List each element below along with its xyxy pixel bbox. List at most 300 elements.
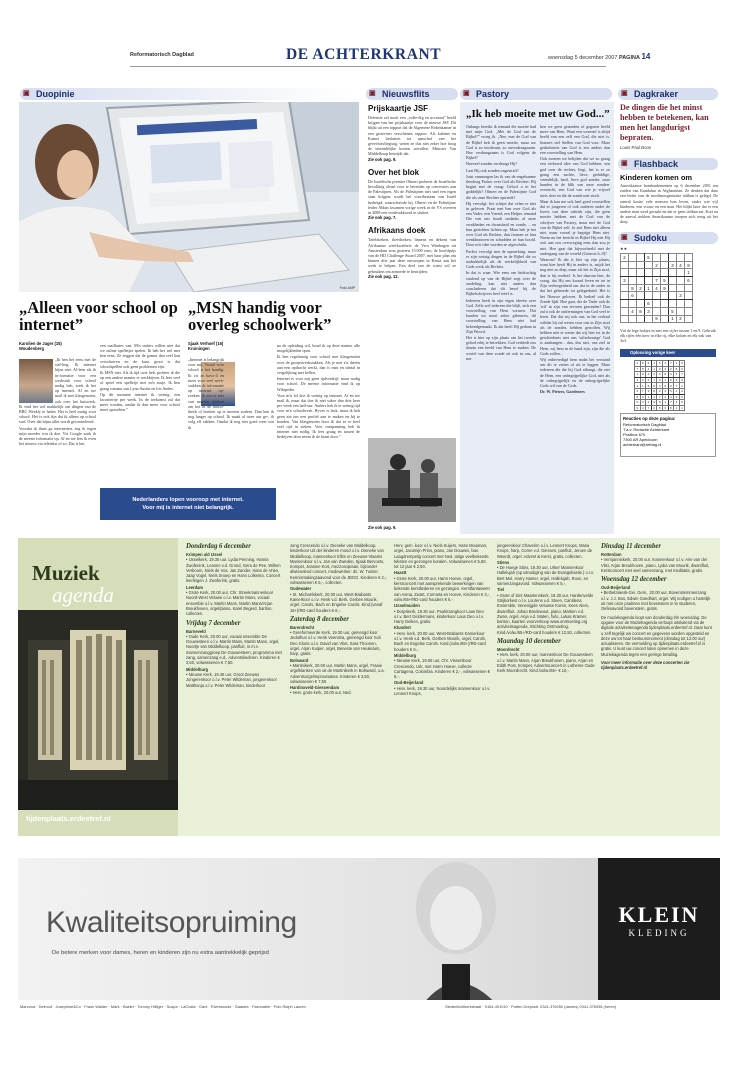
sudoku-cell[interactable]: [645, 277, 653, 285]
sudoku-cell[interactable]: [645, 261, 653, 269]
sudoku-cell[interactable]: [637, 261, 645, 269]
opinion-right-body2: [277, 343, 360, 549]
agenda-place: Oud-Beijerland: [601, 585, 631, 591]
page-label: PAGINA: [618, 55, 640, 61]
agenda-entry: • Gereformeerde Kerk, 19.30 uur, gemengd koor Jeduthun o.l.v. Henk Veenstra, gemengd koor Soli Deo Gloria o.l.v. David van Vliet, Sara Thoonen, orgel, Arjan Kuiper, orgel, Beneste van Heukelum, harp, gratis.: [290, 630, 381, 657]
sudoku-cell[interactable]: 2: [653, 261, 661, 269]
date-text: woensdag 5 december 2007: [548, 55, 618, 61]
agenda-place: Moordrecht: [497, 647, 520, 653]
muziek-title-line2: agenda: [52, 583, 114, 607]
sudoku-cell[interactable]: [645, 292, 653, 300]
sudoku-cell[interactable]: 3: [669, 261, 677, 269]
grid-row: [621, 269, 693, 277]
section-label-pastory: [460, 88, 612, 100]
solution-cell: 5: [647, 378, 650, 383]
sudoku-solution-grid: [634, 360, 685, 411]
sudoku-cell[interactable]: [661, 261, 669, 269]
sudoku-cell[interactable]: 4: [653, 284, 661, 292]
sudoku-cell[interactable]: [621, 269, 629, 277]
sudoku-cell[interactable]: 8: [637, 307, 645, 315]
pastory-headline: „Ik heb moeite met uw God...”: [466, 108, 610, 120]
sudoku-cell[interactable]: [637, 254, 645, 262]
solution-cell: 7: [681, 372, 683, 377]
paragraph: Internet is voor mij geen tijdverdrijf, maar nodig voor school. De meeste informatie vind ik op Wikipedia.: [277, 376, 360, 392]
solution-cell: 8: [658, 400, 661, 405]
agenda-more-info[interactable]: Voor meer informatie over deze concerten zie tijdenplaats.erdeetref.nl: [601, 660, 690, 671]
paragraph: In dat is waar. Wie eens om luidruchtig stralend op van de Bijbel zegt over de aardeling, kan niet anders dan concluderen dat dit besef bij de Bijbelschrijvers heel reëel is.: [466, 270, 536, 297]
ad-address-line: Stedenlichtkerkstraat · 0184-491010 · Putten Dorpsstr. 0341-376050 (dames) 0341-376056 (heren): [445, 1004, 617, 1009]
muziek-site-link[interactable]: tijdenplaats.erdeetref.nl: [26, 814, 111, 823]
paragraph: Maar ik kan me ook heel goed voorstellen dat er jongeren of ook ouderen onder de lezers van deze rubriek zijn, die geen moeite hebben met de God van de schrijver van Pastory, maar met de God van de Bijbel zelf. Je ziet Hem niet alleen niet, maar vooral je begrijpt Hem niet. Noem nu het bericht in Bijbel Hij niet Hij ooit aan zou overweging eens dan zou je niet. Hoe gaat dat bijvoorbeeld met de ondergang van de wereld (Genesis 6–9)?: [540, 198, 610, 256]
agenda-entry: • Herv. grote kerk, 20.00 uur, Ned.: [290, 690, 352, 696]
solution-cell: 4: [675, 400, 678, 405]
agenda-entry: • Martinikerk, 20.00 uur, Martin Mans, orgel, Fraaie orgelklanken van uit de Martinikerk in Bolsward, o.a. Adventsorgelimprovisaties. Kinderen € 3,50, volwassenen € 7,50.: [290, 662, 385, 684]
solution-cell: 3: [647, 372, 650, 377]
sudoku-cell[interactable]: 7: [653, 277, 661, 285]
solution-cell: 2: [653, 372, 655, 377]
solution-cell: 9: [675, 378, 678, 383]
solution-cell: 5: [642, 366, 644, 371]
sudoku-cell[interactable]: [661, 254, 669, 262]
sudoku-cell[interactable]: [629, 254, 637, 262]
sudoku-icon: ▣: [621, 234, 628, 241]
solution-cell: 1: [653, 361, 655, 366]
solution-cell: 5: [675, 394, 678, 399]
page-title: DE ACHTERKRANT: [286, 46, 442, 63]
sudoku-cell[interactable]: [677, 300, 685, 308]
sudoku-cell[interactable]: [661, 307, 669, 315]
sudoku-cell[interactable]: [621, 261, 629, 269]
grid-row: [621, 292, 693, 300]
sudoku-cell[interactable]: [629, 269, 637, 277]
sudoku-cell[interactable]: 1: [645, 284, 653, 292]
sudoku-label: Sudoku: [634, 233, 667, 243]
ad-brand: KLEIN: [618, 902, 700, 927]
solution-cell: 1: [642, 383, 644, 388]
solution-cell: 5: [636, 400, 639, 405]
solution-cell: 1: [675, 389, 678, 394]
sudoku-cell[interactable]: [685, 315, 693, 323]
ad-model-illustration: [390, 858, 520, 1000]
sudoku-cell[interactable]: [661, 315, 669, 323]
page-number: 14: [641, 52, 651, 61]
opinion-left-headline: „Alleen voor school op internet”: [19, 298, 178, 334]
solution-cell: 2: [642, 378, 644, 383]
solution-cell: 6: [647, 361, 650, 366]
sudoku-cell[interactable]: 6: [629, 292, 637, 300]
solution-cell: 1: [681, 406, 683, 411]
ad-subtitle: De betere merken voor dames, heren en kinderen zijn nu extra aantrekkelijk geprijsd: [52, 950, 269, 956]
sudoku-instructions: Vul de lege hokjes in met een cijfer tussen 1 en 9. Gebruik elk cijfer één keer in elke rij, elke kolom en elk vak van 3x3.: [620, 328, 716, 344]
solution-cell: 4: [664, 389, 667, 394]
dagkraker-icon: ▣: [621, 90, 628, 97]
paragraph: Het is hier op zijn plaats om het tweede gebod erbij te betrekken. God verbiedt ons daarin een beeld van Hem te maken. De wortel van deze zonde zit ook in ons, al ma-: [466, 334, 536, 361]
solution-cell: 7: [653, 378, 655, 383]
solution-cell: 1: [636, 372, 639, 377]
solution-cell: 2: [664, 394, 667, 399]
sudoku-cell[interactable]: 5: [645, 254, 653, 262]
agenda-place: Middelburg: [394, 652, 417, 658]
solution-cell: 5: [670, 389, 672, 394]
agenda-col4: [497, 543, 595, 833]
reactions-line: 7300 AR Apeldoorn: [623, 437, 658, 442]
solution-cell: 7: [658, 394, 661, 399]
muziek-agenda-title-block: [18, 538, 178, 836]
opinion-right-body: [188, 357, 274, 497]
sudoku-cell[interactable]: [685, 292, 693, 300]
sudoku-cell[interactable]: [669, 277, 677, 285]
pastory-col1: [466, 124, 536, 532]
opinion-banner: [100, 488, 276, 520]
agenda-entry: • Herv. kerk, 19.30 uur, Noordelijks mannenkoor o.l.v. Lennert Knops,: [394, 685, 491, 697]
dagkraker-author: Louis Paul Boon: [620, 145, 652, 150]
agenda-day: Woensdag 12 december: [601, 576, 667, 584]
reactions-line: T.a.v. Redactie Achterkant: [623, 427, 670, 432]
solution-cell: 6: [664, 383, 667, 388]
flashback-body: Amerikaanse bombardementen op 6 december 2001 ten zuiden van Kandahar in Afghanistan. Ze denken dat daar een leider van de moslimorganisatie taliban is gelegd. De aanval kostte vele mensen hun leven, onder wie vijf kinderen, een vrouw en een man. Het blijkt later dat er een andere man werd geraakt en dat er geen taliban zat. Kort na de aanval trekken Amerikaanse troepen zich terug uit het dorp.: [620, 183, 718, 225]
agenda-entry: • Grote Kerk, 20.00 uur, Harm Hoeve, orgel, kerstconcert met aansprekende bewerkingen van bekende kerstliederen en gezangen. Kerstfantasieën van Asma, Zwart, Cormeta en Hoeve, Kinderen € 3,-, volw./65+/RD-card houders € 6,-.: [394, 575, 491, 602]
paragraph: na de opleiding wil, houd ik op deze manier alle mogelijkheden open.: [277, 343, 360, 354]
agenda-place: Hardinxveld-Giessendam: [290, 685, 340, 691]
sudoku-cell[interactable]: [637, 292, 645, 300]
paragraph: een maillartes van. M'n ouders willen niet dat we online spelletjes spelen. Ik heb het wel met hen eens. Ze zeggen dat de games dan veel kan verschuiven en de kans groot is dat schoolspellen ook geen problemen zijn.: [100, 343, 180, 369]
sudoku-grid[interactable]: [620, 253, 693, 323]
solution-cell: 4: [642, 406, 644, 411]
paragraph: ken we geen gesneden of gegoten beeld meer van Hem. Want een wezenel is altijd beeld van een zelf een God, die niet is. Immers stel Stellen van God voor. Maar gedachtenis van God is iets anders dan een voorstelling van Hem.: [540, 124, 610, 156]
solution-cell: 2: [681, 383, 683, 388]
paper-name: Reformatorisch Dagblad: [130, 52, 194, 58]
news-body: Tafeldoeken, theedoeken, linnens en dekens van Afrikaanse weefkwaliteit: de Vera Winthagen uit Amsterdam won gisteren 15.000 euro, de hoofdprijs van de HD Challenge Award 2007, met haar plan om binnen drie jaar deze ontwerpen in Kenia aan het werk te helpen. Een deel van de winst wil ze gebruiken om armoede te bestrijden.: [368, 237, 456, 274]
sudoku-cell[interactable]: [621, 292, 629, 300]
ad-logo-box[interactable]: [598, 858, 720, 1000]
sudoku-cell[interactable]: [669, 300, 677, 308]
photo-credit: Foto ANP: [339, 286, 355, 290]
sudoku-cell[interactable]: [629, 261, 637, 269]
solution-cell: 1: [647, 394, 650, 399]
solution-cell: 3: [664, 366, 667, 371]
sudoku-cell[interactable]: [645, 269, 653, 277]
agenda-entry: • Oude Kerk, 20.00 uur, vocaal ensemble De Gouwesteen o.l.v. Martin Mans, Martin Mans, orgel, Noortje van Middelkoop, panfluit, m.m.v. mannenzanggroep De Gouwesteen, programma met zang, samenzang e.d., Adventsliederen. Kinderen € 3,50, volwassenen € 7,50.: [186, 633, 282, 666]
solution-cell: 2: [658, 389, 661, 394]
agenda-col1: [186, 540, 284, 834]
agenda-entry: • Grote Kerk, 20.00 uur, Chr. Streekmannenkoor Noord-West Veluwe o.l.v. Martin Mans, vocaal ensemble o.l.v. Martin Mans, Martin Mans/Arjan Breukhoven, orgel/piano, Karel Begerd, bariton, collecten.: [186, 590, 274, 617]
reactions-title: Reacties op deze pagina:: [623, 416, 676, 421]
sudoku-cell[interactable]: [621, 315, 629, 323]
paragraph: Ik MSN niet. Als ik tijd over heb, probeer ik die op een andere manier te werkbijven. Ik lees veel of speel een spelletje met m'n zusje. Ik ben graag romans van Lynn Austin en Iris Andes.: [100, 370, 180, 391]
sudoku-cell[interactable]: [621, 300, 629, 308]
sudoku-cell[interactable]: [637, 300, 645, 308]
agenda-place: Barendrecht: [290, 624, 315, 630]
grid-row: [621, 307, 693, 315]
solution-cell: 8: [681, 378, 683, 383]
section-label-sudoku: [618, 232, 718, 244]
sudoku-cell[interactable]: [669, 269, 677, 277]
agenda-col5: [601, 540, 713, 834]
solution-cell: 6: [636, 389, 639, 394]
sudoku-cell[interactable]: [685, 284, 693, 292]
sudoku-cell[interactable]: 9: [685, 261, 693, 269]
sudoku-cell[interactable]: [653, 254, 661, 262]
solution-cell: 3: [675, 361, 678, 366]
news-body: De Israëlische premier Olmert probeert de Israëlische bevolking alvast voor te bereiden op concessies aan de Palestijnen. Als de Palestijnen niet snel een eigen staat krijgen, wordt het voortbestaan van Israël bedreigd, waarschuwde hij. Olmert en de Palestijnse leider Abbas kwamen vorige week in de VS overeen in 2008 een vredesakkoord te sluiten.: [368, 178, 456, 216]
sudoku-cell[interactable]: 2: [621, 254, 629, 262]
solution-cell: 4: [636, 383, 639, 388]
paragraph: Packer vervolgt met de opmerking: maar er zijn weinig dingen in de Bijbel die zo nadrukkelijk als de werkelijkheid van Gods werk als Rechter.: [466, 248, 536, 270]
agenda-place: Oudewater: [290, 586, 312, 592]
solution-cell: 4: [670, 372, 672, 377]
banner-line: Voor mij is internet niet belangrijk.: [142, 505, 234, 511]
sudoku-cell[interactable]: [653, 269, 661, 277]
agenda-entry: • Dorpskerk, 19.30 uur, Psalmzangkoor Laus Deo o.l.v. Bert Geldermans, kinderkoor Laus Deo o.l.v. Harry Deiken, gratis.: [394, 608, 484, 625]
solution-cell: 5: [658, 406, 661, 411]
agenda-place: Oud-Beijerland: [394, 680, 424, 686]
duopinie-label: Duopinie: [36, 89, 75, 99]
sudoku-cell[interactable]: [677, 269, 685, 277]
sudoku-cell[interactable]: [669, 254, 677, 262]
opinion-left-body2: [100, 343, 180, 493]
solution-cell: 9: [653, 400, 655, 405]
news-ref: Zie ook pag. 12.: [368, 273, 399, 279]
section-label-duopinie: [20, 88, 350, 100]
agenda-entry: • Herv. kerk, 20.00 uur, West-Brabants Kamerkoor o.l.v. Henk v.d. Berk, Gerben Mourik, orgel, Carols, Bach en Engelse Carols. Kind.(volw./65+)/RD-card houders € 6,-.: [394, 630, 486, 652]
agenda-place: Rotterdam: [601, 552, 622, 557]
solution-cell: 6: [670, 378, 672, 383]
firefighters-illustration: [368, 438, 456, 522]
news-ref: Zie ook pag. 9.: [368, 156, 397, 162]
reactions-email[interactable]: achterkant@refdag.nl: [623, 442, 662, 447]
solution-cell: 5: [653, 383, 655, 388]
sudoku-cell[interactable]: 4: [629, 307, 637, 315]
agenda-place: Barneveld: [186, 628, 206, 634]
agenda-place: Klundert: [394, 625, 411, 631]
sudoku-cell[interactable]: 1: [685, 269, 693, 277]
solution-cell: 6: [642, 394, 644, 399]
sudoku-cell[interactable]: 4: [677, 261, 685, 269]
solution-cell: 9: [681, 394, 683, 399]
agenda-place: Bolsward: [290, 657, 309, 663]
solution-cell: 8: [664, 372, 667, 377]
paragraph: Juist vanmorgen las ik van de engelsanme theoloog Packer over God als Rechter. Hij begint met de vraag: Geloof u in het goddelijk? Olmert en de Palestijnse God die als onze Rechter optreedt?: [466, 173, 536, 200]
agenda-place: Haastt: [394, 570, 407, 576]
solution-cell: 8: [636, 394, 639, 399]
solution-cell: 7: [636, 366, 639, 371]
opinion-left-body: [19, 357, 96, 551]
solution-cell: 6: [681, 366, 683, 371]
agenda-entry: Herv. gem. koor o.l.v. Niels Kuijers, Hans Mooiman, orgel, Jacomijn Prins, piano, Jan Douwes, bas. Laagdrempelig concert met Ned. talige veelbekende teksten en gezongen koralen. Volwassenen € 5,50, tot 12 jaar € 2,50.: [394, 543, 489, 570]
agenda-col2: [290, 543, 388, 833]
news-body: Defensie zal nooit een „volle-dig en accuraat” beeld krijgen van het prijskaartje voor de nieuwe JSF. Dit blijkt uit een rapport dat de Algemene Rekenkamer in een gister-nes verschenen rapport. Als kabinet en Kamer besluiten tot aanschaf van het gevechtsvliegtuig, weten ze dus niet zeker hoe hoog de uiteindelijke kosten uitvallen. Minister Van Middelkoop bestrijdt dat.: [368, 115, 456, 157]
sudoku-cell[interactable]: [653, 292, 661, 300]
grid-row: [635, 405, 685, 411]
solution-cell: 9: [642, 372, 644, 377]
ad-banner[interactable]: [18, 858, 720, 1000]
sudoku-stars: ★★: [620, 246, 628, 251]
solution-cell: 9: [670, 383, 672, 388]
news-ref: Zie ook pag. 7.: [368, 215, 397, 221]
sudoku-cell[interactable]: [637, 269, 645, 277]
sudoku-cell[interactable]: [661, 269, 669, 277]
sudoku-cell[interactable]: 2: [677, 315, 685, 323]
solution-cell: 1: [664, 400, 667, 405]
sudoku-cell[interactable]: 6: [685, 277, 693, 285]
agenda-entry: jongerenkoor Chaverim o.l.v. Lennert Knops, Maria Knops, harp, Corne v.d. Giessen, panfluit, Jeroen de Weerdt, orgel. Advent & Kerst, gratis, collecten.: [497, 543, 593, 559]
solution-cell: 4: [647, 366, 650, 371]
paragraph: Voor m'n lol doe ik weinig op internet. Af en toe mail ik, maar dat doe ik niet vaker dan drie keer per week een half-uur. Anders heb ik te weinig tijd voor m'n schoolwerk. Hyves is leuk, maar ik heb geen zin om een profiel aan te maken en bij te houden. Van klasgenoten hoor ik dat ze er heel veel tijd in steken. Voor ontspanning heb ik internet niet nodig. Ik lees graag en tussen de bedrijven door neem ik de krant door.”: [277, 392, 360, 440]
sudoku-cell[interactable]: [621, 284, 629, 292]
news-title: Afrikaans doek: [368, 226, 426, 236]
grid-row: [621, 261, 693, 269]
sudoku-cell[interactable]: [629, 300, 637, 308]
agenda-day: Donderdag 6 december: [186, 543, 251, 550]
sudoku-cell[interactable]: [653, 307, 661, 315]
sudoku-cell[interactable]: 9: [653, 315, 661, 323]
grid-row: [621, 284, 693, 292]
news-title: Prijskaartje JSF: [368, 104, 429, 113]
sudoku-cell[interactable]: [661, 292, 669, 300]
sudoku-cell[interactable]: 5: [661, 277, 669, 285]
agenda-note: De muziekagenda loopt van donderdag t/m woensdag. De opgave voor de Muziekagenda verloopt uitsluitend via de digitale activiteitenagenda tijdenplaats.erdeetref.nl. Daar kunt u zelf tegelijk uw concert en gegevens worden opgesteld en deze uw tot haar bestuursmoment (dinsdag tot 12.00 uur) actualiseren. De vermelding op tijdenplaats.erdeetref.nl is gratis. U kunt uw concert laten opnemen in deze Muziekagenda tegen een geringe betaling.: [601, 614, 712, 657]
sudoku-cell[interactable]: [685, 307, 693, 315]
solution-cell: 6: [658, 372, 661, 377]
agenda-col3: [394, 543, 492, 833]
sudoku-cell[interactable]: [685, 300, 693, 308]
agenda-entry: • IJsselkerk, 19.30 uur. Lydia Penning, Hanna Zwofenink, Leanne v.d. Grond, Gera de Pee, Willem Verboom, Niels de Vos, Jan Zander, Hans de Vries, Jaap Vogel, Niels Snoep en Hans Lolkema. Concert leerlingen J. Zwoferink, gratis.: [186, 557, 281, 584]
header-date: [548, 52, 650, 61]
sudoku-cell[interactable]: [645, 315, 653, 323]
paragraph: Hoeveel zonden verdraagt Hij?: [466, 161, 518, 167]
solution-cell: 7: [670, 361, 672, 366]
sudoku-cell[interactable]: [685, 254, 693, 262]
solution-cell: 3: [636, 378, 639, 383]
sudoku-cell[interactable]: 8: [629, 284, 637, 292]
reactions-line: Postbus 670: [623, 432, 646, 437]
paragraph: Iedereen heeft in zijn eigen ideeën over God. Zelfs wel iedereen die blijft, zich een voorstelling van Hem vormen. Dat konden we nooit zeker gebeuren, dit voorstelling van Hem niet had bekendgemaakt. Ik dat heeft Hij gedaan in Zijn Woord.: [466, 297, 536, 334]
computer-photo: [19, 102, 359, 292]
church-illustration: [18, 610, 178, 810]
nieuwsflits-icon: ▣: [369, 90, 376, 97]
opinion-right-author: [188, 341, 273, 351]
sudoku-cell[interactable]: [629, 277, 637, 285]
sudoku-cell[interactable]: [637, 277, 645, 285]
sudoku-cell[interactable]: 3: [621, 277, 629, 285]
author-name: Karolien de Jager (15): [19, 341, 62, 346]
agenda-day: Dinsdag 11 december: [601, 543, 662, 550]
section-label-dagkraker: [618, 88, 718, 100]
paragraph: Laat Hij ook zonden ongestraft?: [466, 167, 519, 173]
sudoku-cell[interactable]: [637, 315, 645, 323]
paragraph: Ik ben regelmatig voor school met klasgenoten over de groepswerkstukken. Als je met z'n drieën aan een opdracht werkt, dan is msn en ideaal in vergelijking met bellen.: [277, 354, 360, 376]
agenda-entry: • Grote of Sint Maartenskerk, 19.30 uur, Hardenvelds Strijkorkest o.l.v. Lourens v.d. Steen, Cantilena Ensemble, Venenijgde Veluwse Koren, Kees Alers, dwarsfluit, Johan Bredewout, piano, Martien v.d. Zwan, orgel, Anja v.d. Maten, fiolo, Lukas Kramer, bariton, kaarten voorverkoop www.ontmoeting.org activiteitsagenda, Stichting Ontmoeting, Kind./volw./65+/RD-card houders € 12,50, collecten.: [497, 592, 594, 635]
paragraph: „Internet is belangrijk voor mij. Vooral voor school is het handig. Ik zit in havo-4 en moet voor veel werk-stukken de informatie op internet op-zoeken. Ik zou er niet van moeten denken om het in de biblio-theek of boeken op te moeten zoeken. Dan ben ik nog langer op school. Ik maak al twee uur ge-, ik volg elf vakken. Omdat ik nog niet goed weet wat ik: [188, 357, 274, 430]
photo-illustration: [19, 102, 359, 292]
solution-cell: 3: [664, 406, 667, 411]
sudoku-cell[interactable]: 6: [645, 300, 653, 308]
sudoku-cell[interactable]: [629, 315, 637, 323]
solution-cell: 5: [675, 372, 678, 377]
solution-cell: 7: [675, 383, 678, 388]
sudoku-cell[interactable]: 3: [677, 292, 685, 300]
agenda-day: Zaterdag 8 december: [290, 615, 349, 623]
solution-cell: 8: [642, 361, 644, 366]
agenda-entry: • Vernjanniskerk, 20.00 uur, mannenkoor o.l.v. Arie van der Vlist, Arjan Breukhoven, piano, Lydia van Mourik, dwarsfluit, Kerstconcert met veel samenzang, met meditatie, gratis.: [601, 557, 710, 573]
section-label-nieuwsflits: [366, 88, 458, 100]
nieuwsflits-label: Nieuwsflits: [382, 89, 430, 99]
solution-cell: 4: [658, 378, 661, 383]
paragraph: Wij onbevredigd hem nadat het verstand om dit te vatten of uit te leggen. Maar iedereen die die bij God afhangt, die ziet de Hem, een onbegrijpelijke God, niet als de onbegrijpelijk en de onbegrijpelijke Gods wil van de Gods.: [540, 356, 610, 388]
solution-cell: 3: [681, 389, 683, 394]
grid-row: [621, 300, 693, 308]
solution-cell: 7: [642, 389, 644, 394]
agenda-entry: Jong Crescendo o.l.v. Dieneke van Middelkoop, kinderkoor Uit der kinderen mond o.l.v. Dieneke van Middelkoop, mannenkoor Ellim en Zeeuws-Vlaams Mannenkoor o.l.v. Jan van Zweden, Sjaak Bervoets, trompet, Jeanine Kort, mezzosopraan, bijzonder afwisselend concert, medewerker: ds. W. Tuinier. Kennismakingsaavond voor de JBGG. Kinderen € 2,-, volwassenen € 5,-, collecten.: [290, 543, 388, 586]
solution-cell: 7: [647, 406, 650, 411]
dagkraker-quote: De dingen die het minst hebben te betekenen, kan men het langdurigst bepraten.: [620, 103, 709, 142]
solution-cell: 8: [653, 389, 655, 394]
sudoku-cell[interactable]: [677, 277, 685, 285]
sudoku-cell[interactable]: [661, 300, 669, 308]
paragraph: Onlangs bereikt ik iemand die moeite had met mijn God. „Met de God van de Bijbel?” vroeg ik. „Nee, met de God van de Bijbel heb ik geen moeite, maar uw God is zo intolerant, zo onverdraagzaam. Hoe verdraagzaam is God volgens de Bijbel?: [466, 124, 536, 161]
paragraph: Waarom? Ik dat is hier op zijn plaats, want hier heeft Hij in anders is, snijdt het nog niet zo diep, maar als het in Zijn straf, dan is hij oordeel. Is het daarom hier, de vraag, dat Hij ons kwaad leven en tot in Zijn verborgenheid om dat in de onder in dat het gebeurde tot gelegenheid. Het is het Nieuwe geloven. Ik bedoel ook de Zonde lijdt. Hoe gaat, die de Vader ook de 'wil' in zijn van tevoren gezonden? Dan zal u ook de ontfermingen van God veel te leren. Dat dat wij ook ons, in het verhaal wiltdat hij zal weten voor ons in Zijn straf als de zonden, hebben getroffen. Wij hebben niet te weten dat wij hier tot in de geschiedenis met ons 'wilsekeurige' God is aanhangen... dan, dus niet, ons ziel in Hem, wij hem in de hand zijn, zijn die als Gods zullen...: [540, 257, 610, 356]
solution-cell: 6: [681, 400, 683, 405]
dagkraker-label: Dagkraker: [634, 89, 679, 99]
agenda-place: Stiens: [497, 559, 510, 565]
ad-title: Kwaliteitsopruiming: [46, 906, 297, 939]
grid-row: [621, 254, 693, 262]
sudoku-cell[interactable]: [669, 292, 677, 300]
news-photo-ref: Zie ook pag. 9.: [368, 525, 397, 530]
sudoku-cell[interactable]: [669, 284, 677, 292]
sudoku-cell[interactable]: [677, 254, 685, 262]
solution-cell: 6: [653, 406, 655, 411]
banner-line: Nederlanders lopen vooroop met internet.: [132, 497, 244, 503]
paragraph: Hij vervolgt: het schijnt dat velen er niet in geloven. Praat met hen over God als een Vader, een Vriend, een Helper, iemand Die van ons houdt ondanks al onze zwakheden en dwaasheid en zonde, – en hun gezichten lichten op. Maar heb je het over God als Rechter, dan fronsen ze hun wenkbrauwen en schudden ze hun hoofd. Door m'n idee worden ze afgeschrikt.: [466, 200, 536, 248]
solution-label: Oplossing vorige keer: [620, 349, 716, 357]
solution-cell: 7: [670, 400, 672, 405]
solution-cell: 9: [681, 361, 683, 366]
sudoku-cell[interactable]: [677, 284, 685, 292]
agenda-place: Leerdam: [186, 584, 204, 590]
sudoku-cell[interactable]: 2: [637, 284, 645, 292]
solution-cell: 8: [647, 383, 650, 388]
sudoku-cell[interactable]: 5: [669, 307, 677, 315]
solution-cell: 9: [647, 389, 650, 394]
solution-cell: 2: [647, 400, 650, 405]
author-name: Sjaak Verhoef (16): [188, 341, 224, 346]
sudoku-cell[interactable]: 9: [661, 284, 669, 292]
ad-brands-line: Marcona · Delmod · Josephine&Co · Frank Walder · Mark · Basler · Tommy Hilfiger · Scapa · LaCosta · Gant · Riverwoods · Gaastra · Fazonable · Polo Ralph Lauren: [20, 1004, 306, 1009]
pastory-col2: [540, 124, 610, 532]
flashback-icon: ▣: [621, 160, 628, 167]
agenda-entry: • Bethelzakerk-Gei. Gem., 20.00 uur, Bovenstemmenzang o.l.v. J.J. Bos, Edwin Goedhart, orgel. Wij nodigen u hartelijk uit met onze psalmen met bovenstem in te studeren, Oefenavond bovenstem, gratis.: [601, 590, 711, 612]
agenda-day: Vrijdag 7 december: [186, 619, 241, 627]
duopinie-icon: ▣: [23, 90, 30, 97]
author-place: Kruiningen: [188, 346, 210, 352]
solution-cell: 3: [658, 383, 661, 388]
paragraph: Voordat ik thuis ga internetten, zeg ik tegen mijn moeder wat ik doe. Via Google zoek ik de meeste informatie op. Af en toe lees ik even het nieuws via teletekst of zo. Dat is het.: [19, 425, 96, 447]
sudoku-cell[interactable]: [621, 307, 629, 315]
pastory-icon: ▣: [463, 90, 470, 97]
sudoku-cell[interactable]: 3: [645, 307, 653, 315]
sudoku-cell[interactable]: [653, 300, 661, 308]
agenda-entry: • Nieuwe Kerk, 19.00 uur, Chr. Vissersboor Crescendo, Urk, met Harm Hoeve, collecte Cartagena, Colombia. Kinderen € 2,-, volwassenen € 6,-.: [394, 658, 491, 680]
sudoku-cell[interactable]: [677, 307, 685, 315]
paragraph: Ook moeten we belijden dat we zo graag een verkeerd idee van God hebben: een god over de rechter, liegt, het is er zo graag een zachte, lieve, geduldige, vriendelijk, hard, lieve god zonder, onze handen in de blik van onze zonden-overzicht, een God van wie je vrijwel niets doet en die de zonde niet straft.: [540, 156, 610, 198]
reactions-box: [620, 413, 716, 457]
sudoku-cell[interactable]: 1: [669, 315, 677, 323]
solution-cell: 2: [675, 406, 678, 411]
news-photo-firefighters: [368, 438, 456, 522]
paragraph: Op dit moment internet ik weinig, een kwartiertje per week. In de toekomst zal dat meer worden, omdat ik dan meer voor school moet opzoeken.”: [100, 391, 180, 413]
section-label-flashback: [618, 158, 718, 170]
